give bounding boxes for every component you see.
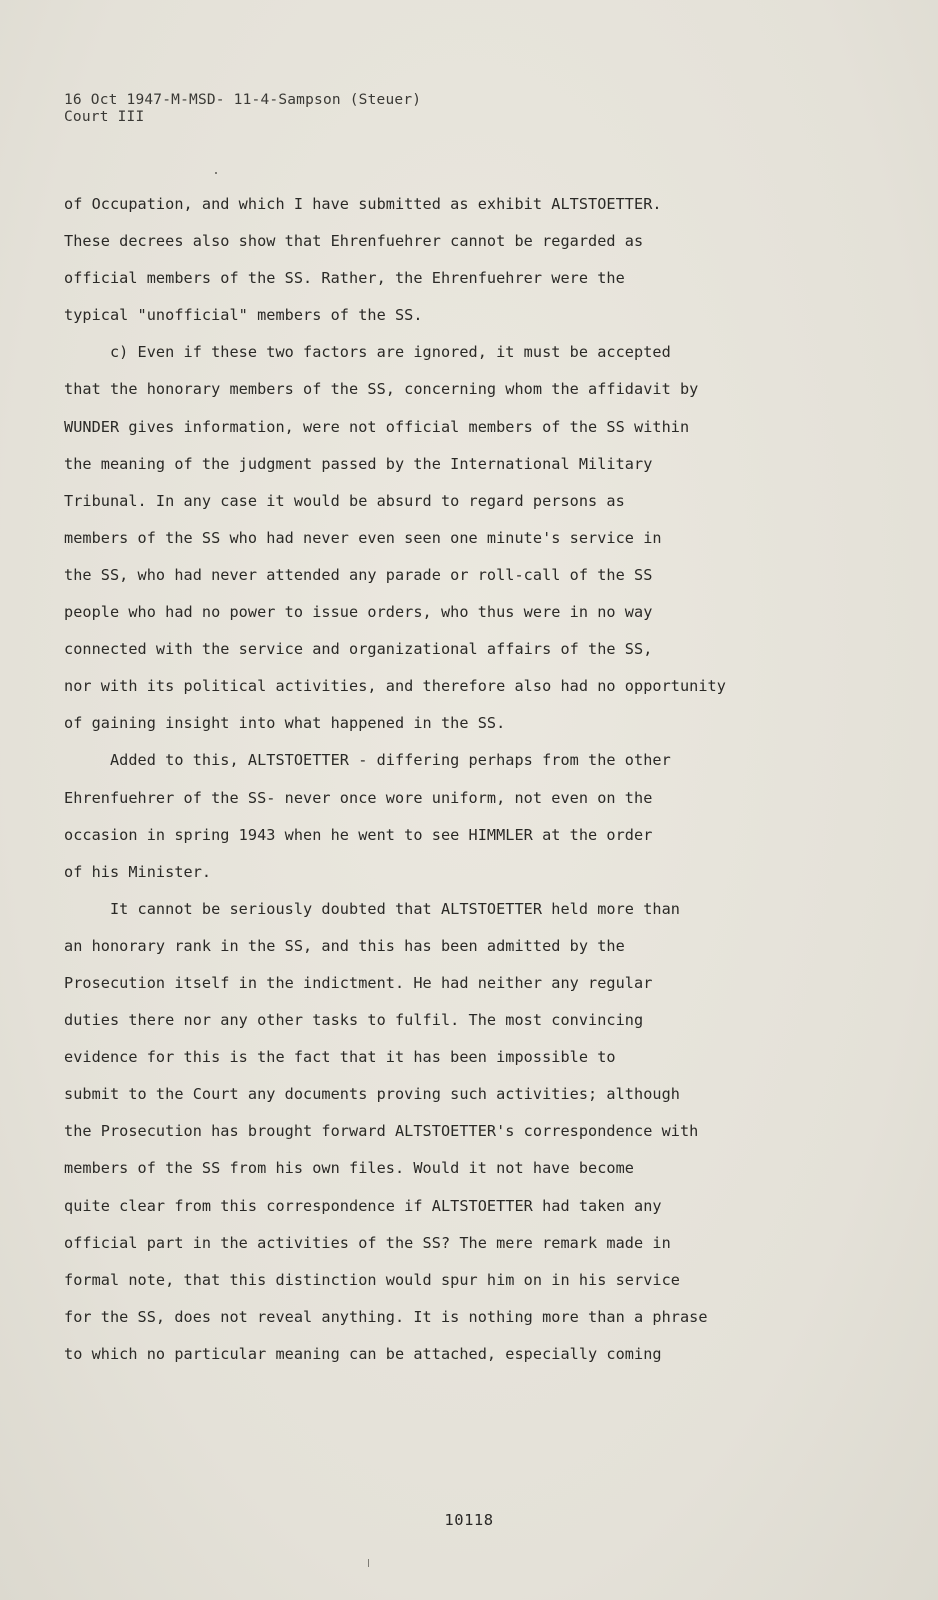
page-number: 10118 [444,1511,494,1529]
text-line: of Occupation, and which I have submitted as exhibit ALTSTOETTER. [64,195,662,213]
text-line: WUNDER gives information, were not official members of the SS within [64,417,690,436]
text-line: for the SS, does not reveal anything. It is nothing more than a phrase [64,1307,708,1326]
stray-mark [215,172,217,174]
text-line: It cannot be seriously doubted that ALTSTOETTER held more than [64,899,680,918]
text-line: Ehrenfuehrer of the SS- never once wore uniform, not even on the [64,788,653,807]
text-line: the SS, who had never attended any parade or roll-call of the SS [64,565,653,584]
text-line: nor with its political activities, and therefore also had no opportunity [64,677,726,696]
text-line: connected with the service and organizational affairs of the SS, [64,640,653,659]
header-court-line: Court III [64,109,145,125]
text-line: submit to the Court any documents proving such activities; although [64,1085,680,1104]
text-line: people who had no power to issue orders, who thus were in no way [64,603,653,622]
text-line: members of the SS from his own files. Would it not have become [64,1159,635,1178]
text-line: official members of the SS. Rather, the Ehrenfuehrer were the [64,269,625,288]
text-line: the meaning of the judgment passed by the International Military [64,454,653,473]
text-line: formal note, that this distinction would spur him on in his service [64,1270,680,1289]
text-line: evidence for this is the fact that it has been impossible to [64,1048,616,1067]
text-line: of his Minister. [64,862,212,881]
header-date-line: 16 Oct 1947-M-MSD- 11-4-Sampson (Steuer) [64,92,422,108]
text-line: c) Even if these two factors are ignored, it must be accepted [64,343,671,362]
text-line: typical "unofficial" members of the SS. [64,306,423,325]
document-body [64,194,904,1381]
text-line: the Prosecution has brought forward ALTSTOETTER's correspondence with [64,1122,699,1141]
text-line: of gaining insight into what happened in the SS. [64,714,506,733]
text-line: to which no particular meaning can be attached, especially coming [64,1344,662,1363]
document-header [64,92,421,126]
text-line: Added to this, ALTSTOETTER - differing perhaps from the other [64,751,671,770]
text-line: official part in the activities of the SS? The mere remark made in [64,1233,671,1252]
text-line: Prosecution itself in the indictment. He had neither any regular [64,973,653,992]
text-line: quite clear from this correspondence if ALTSTOETTER had taken any [64,1196,662,1215]
text-line: occasion in spring 1943 when he went to see HIMMLER at the order [64,825,653,844]
stray-mark [368,1559,369,1567]
text-line: that the honorary members of the SS, concerning whom the affidavit by [64,380,699,399]
text-line: an honorary rank in the SS, and this has been admitted by the [64,936,625,955]
text-line: Tribunal. In any case it would be absurd to regard persons as [64,491,625,510]
text-line: duties there nor any other tasks to fulfil. The most convincing [64,1011,644,1030]
text-line: members of the SS who had never even seen one minute's service in [64,528,662,547]
text-line: These decrees also show that Ehrenfuehrer cannot be regarded as [64,232,644,251]
